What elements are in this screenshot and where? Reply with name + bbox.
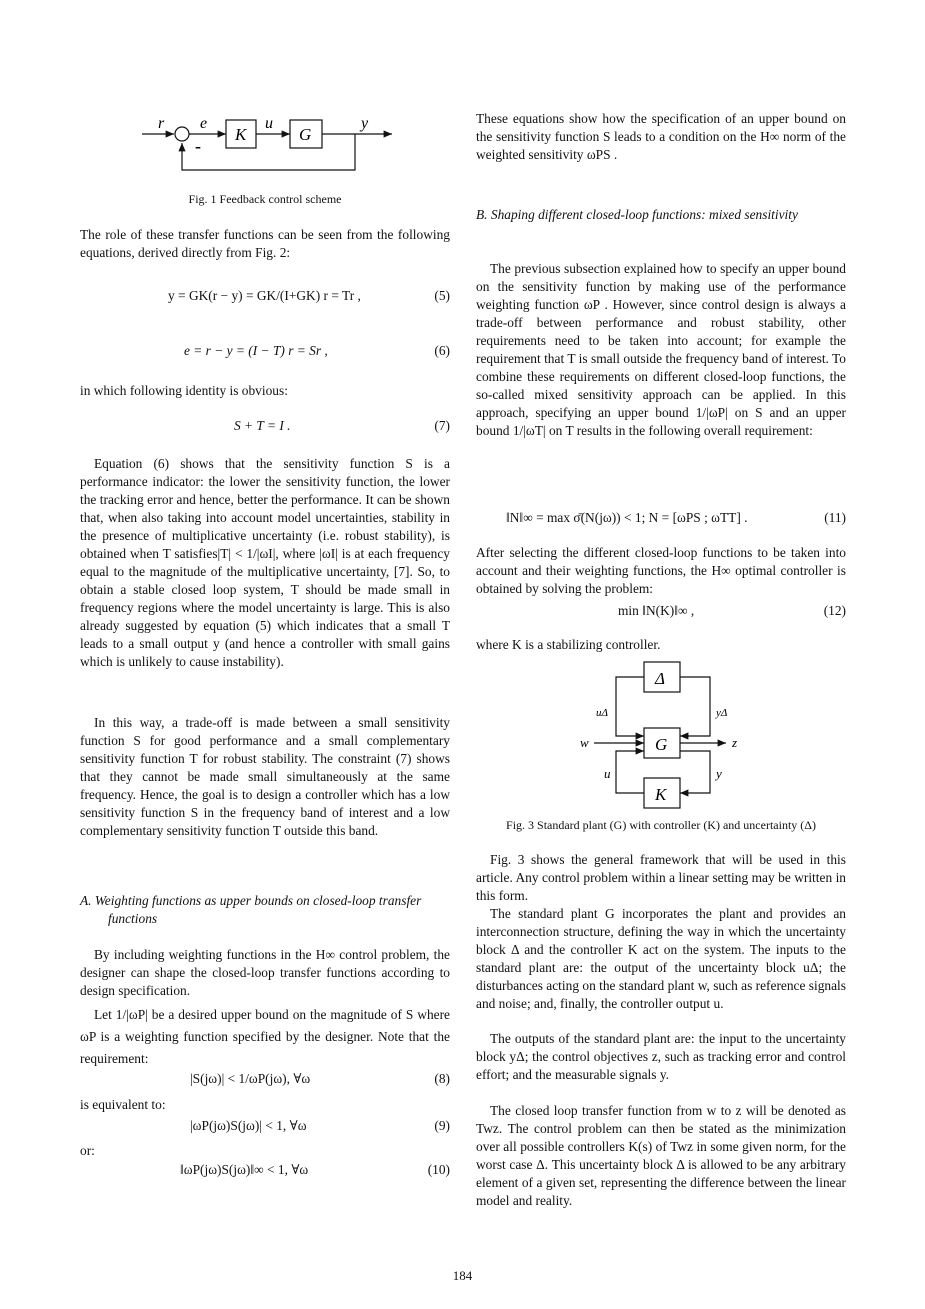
- left-paragraph-8: or:: [80, 1143, 95, 1158]
- equation-7: S + T = I . (7): [234, 418, 450, 433]
- fig1-label-minus: -: [195, 136, 201, 156]
- equation-11: ‖N‖∞ = max σ̄(N(jω)) < 1; N = [ωPS ; ωTT] . (11): [506, 510, 846, 525]
- right-paragraph-4: where K is a stabilizing controller.: [476, 637, 661, 652]
- fig1-feedback-path: [182, 134, 355, 170]
- section-A-heading: A. Weighting functions as upper bounds on closed-loop transfer functions: [80, 893, 422, 926]
- left-paragraph-7: is equivalent to:: [80, 1097, 166, 1112]
- right-paragraph-1: These equations show how the specification of an upper bound on the sensitivity function S leads to a condition on the H∞ norm of the weighted sensitivity ωPS .: [476, 111, 846, 162]
- equation-10: ‖ωP(jω)S(jω)‖∞ < 1, ∀ω (10): [180, 1162, 450, 1177]
- equation-9: |ωP(jω)S(jω)| < 1, ∀ω (9): [190, 1118, 450, 1133]
- equation-5-number: (5): [434, 288, 450, 303]
- left-paragraph-2: in which following identity is obvious:: [80, 383, 288, 398]
- right-paragraph-7: The outputs of the standard plant are: the input to the uncertainty block yΔ; the control objectives z, such as tracking error and control effort; and the measurable signals y.: [476, 1031, 846, 1082]
- left-paragraph-3: Equation (6) shows that the sensitivity function S is a performance indicator: the lower the sensitivity function, the lower the tracking error and hence, better the performance. It can be shown that, when also taking into account model uncertainties, stability in the presence of multiplicative uncertainty (i.e. robust stability), is obtained when T satisfies|T| < 1/|ωI|, where |ωI| is at each frequency equal to the magnitude of the multiplicative uncertainty, [7]. So, to obtain a stable closed loop system, T should be made small in frequency regions where the model uncertainty is large. This is also already suggested by equation (5) which indicates that a small T leads to a small output y (and hence a controller with small gains which is unlikely to cause instability).: [80, 456, 450, 669]
- fig3-y-delta-path: [680, 677, 710, 736]
- fig3-y-path: [680, 751, 710, 793]
- left-paragraph-1: The role of these transfer functions can be seen from the following equations, derived directly from Fig. 2:: [80, 227, 450, 260]
- equation-5: y = GK(r − y) = GK/(I+GK) r = Tr , (5): [168, 288, 450, 303]
- fig3-label-w: w: [580, 735, 589, 750]
- figure-3-caption: Fig. 3 Standard plant (G) with controller (K) and uncertainty (Δ): [506, 818, 816, 832]
- fig3-u-path: [616, 751, 644, 793]
- fig1-label-y: y: [361, 115, 369, 132]
- figure-1-feedback-diagram: [140, 112, 400, 182]
- equation-12-number: (12): [823, 603, 846, 618]
- fig3-label-K: K: [655, 785, 667, 804]
- right-paragraph-3: After selecting the different closed-loop functions to be taken into account and their weighting functions, the H∞ optimal controller is obtained by solving the problem:: [476, 545, 846, 596]
- fig3-label-z: z: [732, 735, 738, 750]
- section-B-heading: B. Shaping different closed-loop functions: mixed sensitivity: [476, 207, 798, 222]
- left-paragraph-4: In this way, a trade-off is made between a small sensitivity function S for good performance and a small complementary sensitivity function T for robust stability. The constraint (7) shows that they cannot be made small simultaneously at the same frequency. Hence, the goal is to design a controller which has a low sensitivity function S in the frequency band of interest and a low complementary sensitivity function T outside this band.: [80, 715, 450, 838]
- equation-11-number: (11): [824, 510, 846, 525]
- left-paragraph-5: By including weighting functions in the H∞ control problem, the designer can shape the closed-loop transfer functions according to design specification.: [80, 947, 450, 998]
- fig3-label-G: G: [655, 735, 668, 754]
- fig3-label-y-delta: yΔ: [716, 707, 728, 719]
- right-paragraph-8: The closed loop transfer function from w to z will be denoted as Twz. The control problem can then be stated as the minimization over all possible controllers K(s) of Twz in some given norm, for the worst case Δ. This uncertainty block Δ is allowed to be any arbitrary element of a given set, representing the difference between the linear model and reality.: [476, 1103, 846, 1208]
- equation-9-number: (9): [434, 1118, 450, 1133]
- equation-6: e = r − y = (I − T) r = Sr , (6): [184, 343, 450, 358]
- left-paragraph-6: Let 1/|ωP| be a desired upper bound on the magnitude of S where ωP is a weighting function specified by the designer. Note that the requirement:: [80, 1007, 450, 1066]
- equation-8-number: (8): [434, 1071, 450, 1086]
- fig3-label-u-delta: uΔ: [596, 707, 608, 719]
- fig1-label-u: u: [265, 115, 273, 132]
- equation-7-number: (7): [434, 418, 450, 433]
- fig3-label-delta: Δ: [655, 669, 665, 688]
- fig1-label-r: r: [158, 115, 165, 132]
- page-number: 184: [452, 1268, 473, 1283]
- equation-8: |S(jω)| < 1/ωP(jω), ∀ω (8): [190, 1071, 450, 1086]
- right-paragraph-5: Fig. 3 shows the general framework that will be used in this article. Any control problem within a linear setting may be written in this form.: [476, 852, 846, 903]
- fig1-label-G: G: [299, 125, 312, 144]
- equation-12: min ‖N(K)‖∞ , (12): [618, 603, 846, 618]
- right-paragraph-6: The standard plant G incorporates the plant and provides an interconnection structure, defining the way in which the uncertainty block Δ and the controller K act on the system. The inputs to the standard plant are: the output of the uncertainty block uΔ; the disturbances acting on the standard plant w, such as reference signals and noise; and, finally, the controller output u.: [476, 906, 846, 1011]
- right-paragraph-2: The previous subsection explained how to specify an upper bound on the sensitivity function by making use of the performance weighting function ωP . However, since control design is always a trade-off between performance and robust stability, other requirements need to be taken into account; for example the requirement that T is small outside the frequency band of interest. To combine these requirements on different closed-loop functions, the so-called mixed sensitivity approach can be applied. In this approach, specifying an upper bound 1/|ωP| on S and an upper bound 1/|ωT| on T results in the following overall requirement:: [476, 261, 846, 438]
- equation-6-number: (6): [434, 343, 450, 358]
- fig3-label-y: y: [716, 766, 722, 781]
- fig1-summing-junction: [175, 127, 189, 141]
- fig3-u-delta-path: [616, 677, 644, 736]
- figure-3-standard-plant-diagram: [576, 656, 746, 814]
- equation-10-number: (10): [427, 1162, 450, 1177]
- figure-1-caption: Fig. 1 Feedback control scheme: [188, 192, 342, 206]
- fig1-label-e: e: [200, 115, 208, 132]
- fig1-label-K: K: [235, 125, 247, 144]
- fig3-label-u: u: [604, 766, 611, 781]
